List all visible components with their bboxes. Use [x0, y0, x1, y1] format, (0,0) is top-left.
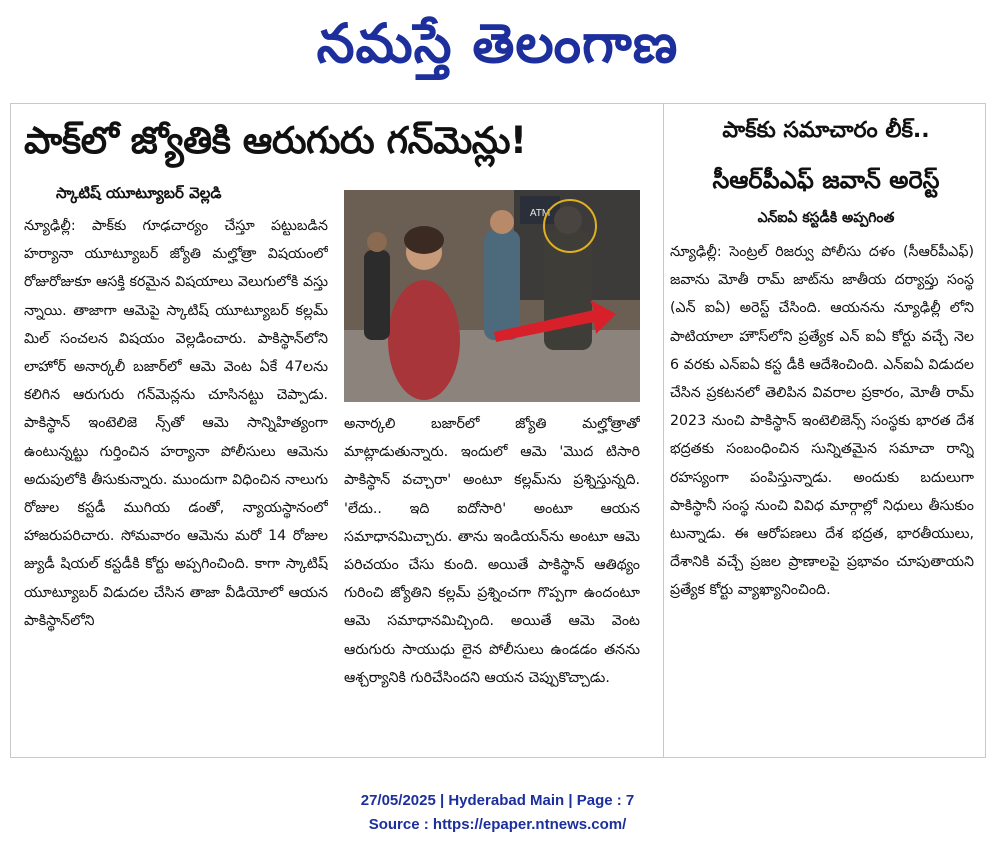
news-photo: [344, 190, 640, 402]
left-story-text-2: అనార్కలి బజార్‌లో జ్యోతి మల్హోత్రాతో మాట్లాడుతున్నారు. ఇందులో ఆమె 'మొద టిసారి పాకిస్థాన్ వచ్చారా' అంటూ కల్లమ్‌ను ప్రశ్నిస్తున్నది. 'లేదు.. ఇది ఐదోసారి' అంటూ ఆయన సమాధానమిచ్చారు. తాను ఇండియన్‌ను అంటూ ఆమె పరిచయం చేసు కుంది. అయితే పాకిస్థాన్ ఆతిథ్యం గురించి జ్యోతిని కల్లమ్ ప్రశ్నించగా గొప్పగా ఉందంటూ ఆమె సమాధానమిచ్చింది. అయితే ఆమె వెంట ఆరుగురు సాయుధు లైన పోలీసులు ఉండడం తనను ఆశ్చర్యానికి గురిచేసిందని ఆయన చెప్పుకొచ్చాడు.: [344, 416, 640, 686]
left-story-column-2: [344, 410, 640, 748]
footer-source: Source : https://epaper.ntnews.com/: [368, 816, 627, 833]
column-divider: [663, 104, 664, 757]
right-story-column: [670, 238, 974, 748]
right-story-text: న్యూఢిల్లీ: సెంట్రల్ రిజర్వు పోలీసు దళం (సీఆర్‌పీఎఫ్) జవాను మోతీ రామ్ జాట్‌ను జాతీయ దర్యాప్తు సంస్థ (ఎన్ ఐఏ) అరెస్ట్ చేసింది. ఆయనను న్యూఢిల్లీ లోని పాటియాలా హౌస్‌లోని ప్రత్యేక ఎన్ ఐఏ కోర్టు వచ్చే నెల 6 వరకు ఎన్ఐఏ కస్ట డీకి ఆదేశించింది. ఎన్ఐఏ విడుదల చేసిన ప్రకటనలో తెలిపిన వివరాల ప్రకారం, మోతీ రామ్ 2023 నుంచి పాకిస్థాన్ ఇంటెలిజెన్స్ సంస్థకు భారత దేశ భద్రతకు సంబంధించిన సున్నితమైన సమాచా రాన్ని రహస్యంగా పంపిస్తున్నాడు. అందుకు బదులుగా పాకిస్థానీ సంస్థ నుంచి వివిధ మార్గాల్లో నిధులు తీసుకుం టున్నాడు. ఈ ఆరోపణలు దేశ భద్రత, భారతీయులు, దేశానికి వచ్చే ప్రజల ప్రాణాలపై ప్రభావం చూపుతాయని ప్రత్యేక కోర్టు వ్యాఖ్యానించింది.: [670, 244, 974, 599]
right-headline-line-1: పాక్‌కు సమాచారం లీక్..: [722, 118, 930, 143]
atm-sign: ATM: [529, 208, 551, 219]
footer-date-edition: 27/05/2025 | Hyderabad Main | Page : 7: [360, 792, 635, 809]
left-story-text-1: న్యూఢిల్లీ: పాక్‌కు గూఢచార్యం చేస్తూ పట్టుబడిన హర్యానా యూట్యూబర్ జ్యోతి మల్హోత్రా విషయంలో రోజురోజుకూ ఆసక్తి కరమైన విషయాలు వెలుగులోకి వస్తు న్నాయి. తాజాగా ఆమెపై స్కాటిష్ యూట్యూబర్ కల్లమ్ మిల్ సంచలన విషయం వెల్లడించారు. పాకిస్థాన్‌లోని లాహోర్ అనార్కలీ బజార్‌లో ఆమె వెంట ఏకే 47లను కలిగిన ఆరుగురు గన్‌మెన్లను చూసినట్టు చెప్పాడు. పాకిస్థాన్ ఇంటెలిజె న్స్‌తో ఆమె సాన్నిహిత్యంగా ఉంటున్నట్టు గుర్తించిన హర్యానా పోలీసులు ఆమెను అదుపులోకి తీసుకున్నారు. ముందుగా విధించిన నాలుగు రోజుల కస్టడీ ముగియ డంతో, న్యాయస్థానంలో హాజరుపరిచారు. సోమవారం ఆమెను మరో 14 రోజుల జ్యుడీ షియల్ కస్టడీకి కోర్టు అప్పగించింది. కాగా స్కాటిష్ యూట్యూబర్ విడుదల చేసిన తాజా వీడియోలో ఆయన పాకిస్థాన్‌లోని: [24, 218, 328, 629]
right-headline-line-2: సీఆర్‌పీఎఫ్ జవాన్ అరెస్ట్: [712, 166, 940, 194]
main-subheading: స్కాటిష్ యూట్యూబర్ వెల్లడి: [56, 184, 222, 202]
right-subheading: ఎన్ఐఏ కస్టడీకి అప్పగింత: [757, 210, 895, 226]
photo-illustration: [344, 190, 640, 402]
left-story-column-1: [24, 212, 328, 748]
newspaper-masthead: నమస్తే తెలంగాణ: [316, 12, 679, 75]
main-headline: పాక్‌లో జ్యోతికి ఆరుగురు గన్‌మెన్లు!: [24, 119, 527, 162]
